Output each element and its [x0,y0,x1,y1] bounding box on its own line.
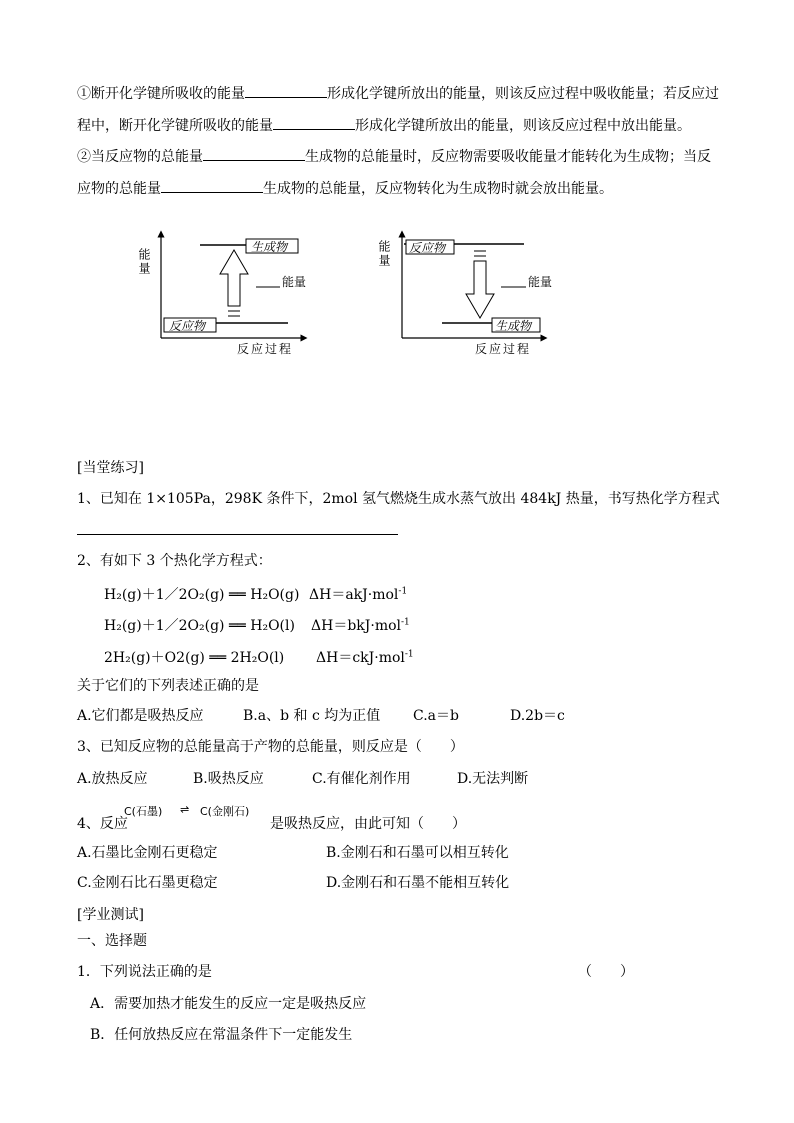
energy-diagram-exothermic [377,228,555,358]
practice-q2-stem: 2、有如下 3 个热化学方程式： [77,553,272,569]
q2-option-b[interactable]: B.a、b 和 c 均为正值 [243,708,381,724]
down-arrow-icon [466,261,494,318]
practice-q3: 3、已知反应物的总能量高于产物的总能量，则反应是（ ） [77,739,464,755]
q4-reaction-right: C(金刚石) [200,805,250,818]
fill-blank[interactable] [273,115,355,130]
p2-text-3: 应物的总能量 [77,181,161,197]
y-axis-label: 能量 [377,240,391,268]
enthalpy-2-exp: -1 [401,617,410,628]
paragraph-1-line-2 [77,115,691,135]
practice-q2-ask: 关于它们的下列表述正确的是 [77,678,259,694]
q4-equilibrium-arrow-icon: ⇌ [180,803,190,816]
equation-1: H₂(g)＋1／2O₂(g) ══ H₂O(g) [104,587,300,603]
enthalpy-3 [316,647,414,667]
energy-diagram-endothermic [137,228,310,358]
enthalpy-1-text: ΔH＝akJ·mol [309,587,399,603]
practice-q4-post: 是吸热反应，由此可知（ ） [270,816,466,832]
enthalpy-1 [309,584,407,604]
energy-label: 能量 [528,275,553,289]
reactant-label: 反应物 [169,319,206,333]
q4-option-b[interactable]: B.金刚石和石墨可以相互转化 [326,845,509,861]
q3-option-c[interactable]: C.有催化剂作用 [312,771,411,787]
product-label: 生成物 [495,319,532,333]
x-axis-label: 反应过程 [475,342,532,356]
practice-header: [当堂练习] [77,460,144,476]
equation-3: 2H₂(g)＋O2(g) ══ 2H₂O(l) [104,650,285,666]
q4-option-a[interactable]: A.石墨比金刚石更稳定 [77,845,218,861]
test-header: [学业测试] [77,907,144,923]
enthalpy-3-text: ΔH＝ckJ·mol [316,650,405,666]
q4-option-d[interactable]: D.金刚石和石墨不能相互转化 [326,875,510,891]
p2-text-1: ②当反应物的总能量 [77,149,203,165]
test-q1-option-b[interactable]: B．任何放热反应在常温条件下一定能发生 [90,1027,353,1043]
up-arrow-icon [220,250,248,306]
fill-blank[interactable] [203,146,305,161]
paragraph-2-line-2 [77,178,613,198]
q2-option-c[interactable]: C.a＝b [413,708,459,724]
reactant-label: 反应物 [409,241,446,255]
p1-text-3: 程中，断开化学键所吸收的能量 [77,118,273,134]
enthalpy-2 [311,615,410,635]
paragraph-2-line-1 [77,146,711,166]
enthalpy-2-text: ΔH＝bkJ·mol [311,618,402,634]
practice-q4-pre: 4、反应 [77,816,128,832]
q2-option-a[interactable]: A.它们都是吸热反应 [77,708,204,724]
answer-line[interactable] [77,534,398,535]
q4-option-c[interactable]: C.金刚石比石墨更稳定 [77,875,218,891]
test-q1-option-a[interactable]: A．需要加热才能发生的反应一定是吸热反应 [90,996,367,1012]
q2-option-d[interactable]: D.2b＝c [510,708,565,724]
y-axis-label: 能量 [137,248,151,276]
p1-text-2: 形成化学键所放出的能量，则该反应过程中吸收能量；若反应过 [327,86,719,102]
p1-text-1: ①断开化学键所吸收的能量 [77,86,245,102]
fill-blank[interactable] [161,178,263,193]
q3-option-a[interactable]: A.放热反应 [77,771,148,787]
x-axis-label: 反应过程 [237,342,294,356]
q4-reaction-left: C(石墨) [124,805,163,818]
equation-2: H₂(g)＋1／2O₂(g) ══ H₂O(l) [104,618,295,634]
enthalpy-3-exp: -1 [404,649,414,660]
energy-label: 能量 [282,275,307,289]
fill-blank[interactable] [245,83,327,98]
enthalpy-1-exp: -1 [398,586,408,597]
practice-q1: 1、已知在 1×105Pa，298K 条件下，2mol 氢气燃烧生成水蒸气放出 484kJ 热量，书写热化学方程式 [77,491,720,507]
test-q1-answer-paren: （ ） [578,964,634,980]
p2-text-2: 生成物的总能量时，反应物需要吸收能量才能转化为生成物；当反 [305,149,711,165]
product-label: 生成物 [251,240,288,254]
paragraph-1-line-1 [77,83,719,103]
q3-option-d[interactable]: D.无法判断 [457,771,529,787]
test-section-title: 一、选择题 [77,933,147,949]
q3-option-b[interactable]: B.吸热反应 [193,771,264,787]
test-q1: 1．下列说法正确的是 [77,964,212,980]
p1-text-4: 形成化学键所放出的能量，则该反应过程中放出能量。 [355,118,691,134]
p2-text-4: 生成物的总能量，反应物转化为生成物时就会放出能量。 [263,181,613,197]
